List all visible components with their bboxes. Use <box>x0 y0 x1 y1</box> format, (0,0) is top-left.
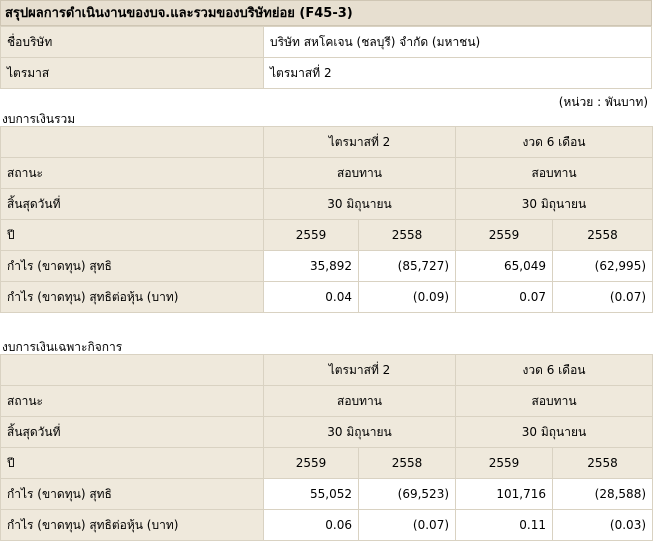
year-value: 2558 <box>553 220 653 251</box>
period-end-label: สิ้นสุดวันที่ <box>1 417 264 448</box>
cell-value: 0.11 <box>456 510 553 541</box>
status-value: สอบทาน <box>264 386 456 417</box>
group-header-6month: งวด 6 เดือน <box>456 355 653 386</box>
year-value: 2559 <box>456 448 553 479</box>
cell-value: (0.03) <box>553 510 653 541</box>
cell-value: 0.04 <box>264 282 359 313</box>
group-header-row <box>1 355 653 386</box>
year-label: ปี <box>1 448 264 479</box>
company-name-label: ชื่อบริษัท <box>1 27 264 58</box>
year-label: ปี <box>1 220 264 251</box>
status-row <box>1 158 653 189</box>
page-title: สรุปผลการดำเนินงานของบจ.และรวมของบริษัทย่อย (F45-3) <box>0 0 652 26</box>
cell-value: (0.09) <box>359 282 456 313</box>
group-header-quarter: ไตรมาสที่ 2 <box>264 355 456 386</box>
cell-value: 0.07 <box>456 282 553 313</box>
status-label: สถานะ <box>1 386 264 417</box>
group-header-6month: งวด 6 เดือน <box>456 127 653 158</box>
year-value: 2559 <box>456 220 553 251</box>
eps-row <box>1 510 653 541</box>
period-end-value: 30 มิถุนายน <box>264 417 456 448</box>
row-label: กำไร (ขาดทุน) สุทธิ <box>1 479 264 510</box>
quarter-row <box>1 58 652 89</box>
unit-note: (หน่วย : พันบาท) <box>558 95 648 109</box>
net-profit-row <box>1 251 653 282</box>
status-value: สอบทาน <box>456 386 653 417</box>
year-row <box>1 448 653 479</box>
cell-value: 35,892 <box>264 251 359 282</box>
group-header-row <box>1 127 653 158</box>
consolidated-table <box>0 126 653 313</box>
cell-value: 101,716 <box>456 479 553 510</box>
cell-value: (85,727) <box>359 251 456 282</box>
cell-value: (28,588) <box>553 479 653 510</box>
company-info-table <box>0 26 652 89</box>
status-value: สอบทาน <box>264 158 456 189</box>
year-value: 2558 <box>359 220 456 251</box>
year-row <box>1 220 653 251</box>
quarter-label: ไตรมาส <box>1 58 264 89</box>
consolidated-section-title: งบการเงินรวม <box>2 112 76 126</box>
group-header-quarter: ไตรมาสที่ 2 <box>264 127 456 158</box>
cell-value: 55,052 <box>264 479 359 510</box>
cell-value: (62,995) <box>553 251 653 282</box>
cell-value: (69,523) <box>359 479 456 510</box>
quarter-value: ไตรมาสที่ 2 <box>264 58 652 89</box>
period-end-row <box>1 417 653 448</box>
row-label: กำไร (ขาดทุน) สุทธิต่อหุ้น (บาท) <box>1 510 264 541</box>
year-value: 2558 <box>359 448 456 479</box>
status-label: สถานะ <box>1 158 264 189</box>
period-end-value: 30 มิถุนายน <box>456 189 653 220</box>
company-name-value: บริษัท สหโคเจน (ชลบุรี) จำกัด (มหาชน) <box>264 27 652 58</box>
separate-table <box>0 354 653 541</box>
status-value: สอบทาน <box>456 158 653 189</box>
row-label: กำไร (ขาดทุน) สุทธิ <box>1 251 264 282</box>
year-value: 2558 <box>553 448 653 479</box>
eps-row <box>1 282 653 313</box>
separate-section-title: งบการเงินเฉพาะกิจการ <box>2 340 123 354</box>
year-value: 2559 <box>264 448 359 479</box>
status-row <box>1 386 653 417</box>
cell-value: 0.06 <box>264 510 359 541</box>
row-label: กำไร (ขาดทุน) สุทธิต่อหุ้น (บาท) <box>1 282 264 313</box>
period-end-row <box>1 189 653 220</box>
cell-value: (0.07) <box>553 282 653 313</box>
year-value: 2559 <box>264 220 359 251</box>
cell-value: 65,049 <box>456 251 553 282</box>
period-end-label: สิ้นสุดวันที่ <box>1 189 264 220</box>
period-end-value: 30 มิถุนายน <box>264 189 456 220</box>
cell-value: (0.07) <box>359 510 456 541</box>
company-name-row <box>1 27 652 58</box>
net-profit-row <box>1 479 653 510</box>
period-end-value: 30 มิถุนายน <box>456 417 653 448</box>
